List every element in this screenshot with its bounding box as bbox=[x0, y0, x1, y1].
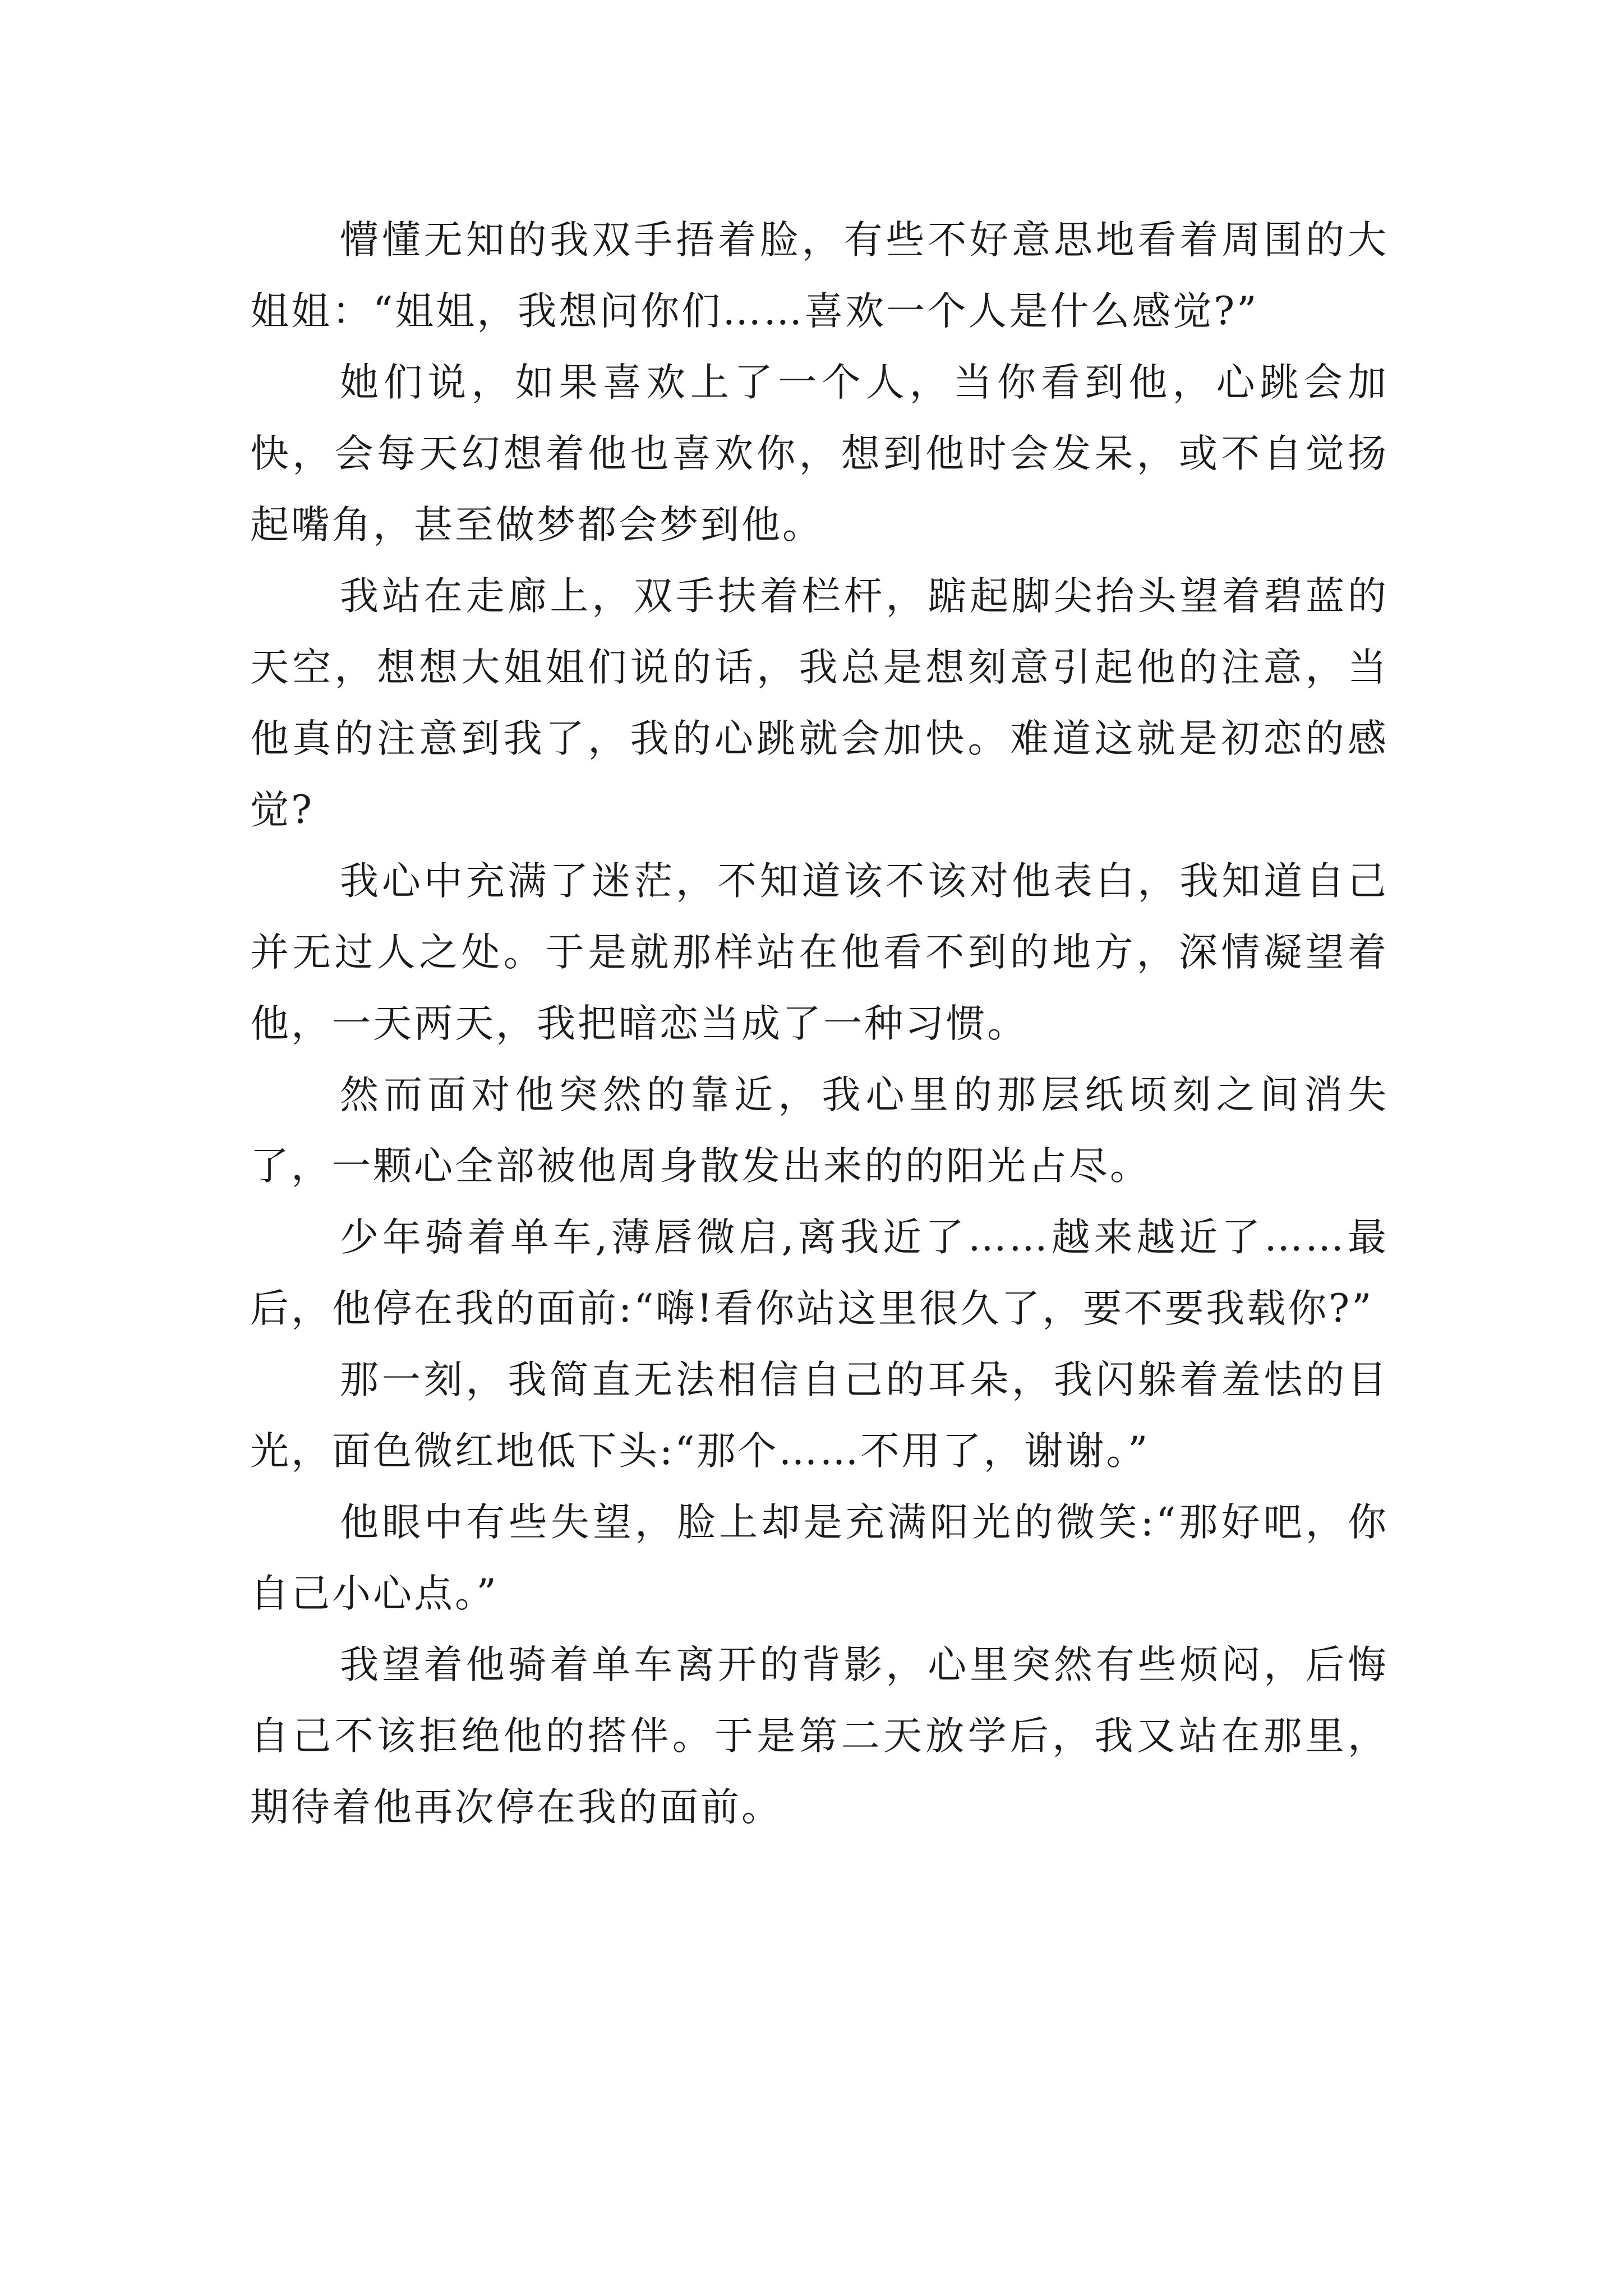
paragraph: 然而面对他突然的靠近，我心里的那层纸顷刻之间消失了，一颗心全部被他周身散发出来的的阳光占尽。 bbox=[250, 1073, 1389, 1189]
paragraph: 懵懂无知的我双手捂着脸，有些不好意思地看着周围的大姐姐：“姐姐，我想问你们……喜欢一个人是什么感觉?” bbox=[250, 218, 1389, 334]
paragraph: 我站在走廊上，双手扶着栏杆，踮起脚尖抬头望着碧蓝的天空，想想大姐姐们说的话，我总是想刻意引起他的注意，当他真的注意到我了，我的心跳就会加快。难道这就是初恋的感觉? bbox=[250, 574, 1389, 832]
paragraph: 他眼中有些失望，脸上却是充满阳光的微笑:“那好吧，你自己小心点。” bbox=[250, 1500, 1389, 1616]
document-body bbox=[250, 205, 1389, 1843]
paragraph: 我望着他骑着单车离开的背影，心里突然有些烦闷，后悔自己不该拒绝他的搭伴。于是第二天放学后，我又站在那里，期待着他再次停在我的面前。 bbox=[250, 1642, 1389, 1830]
paragraph: 少年骑着单车,薄唇微启,离我近了……越来越近了……最后，他停在我的面前:“嗨!看你站这里很久了，要不要我载你?” bbox=[250, 1215, 1389, 1331]
paragraph: 我心中充满了迷茫，不知道该不该对他表白，我知道自己并无过人之处。于是就那样站在他看不到的地方，深情凝望着他，一天两天，我把暗恋当成了一种习惯。 bbox=[250, 859, 1389, 1046]
paragraph: 她们说，如果喜欢上了一个人，当你看到他，心跳会加快，会每天幻想着他也喜欢你，想到他时会发呆，或不自觉扬起嘴角，甚至做梦都会梦到他。 bbox=[250, 360, 1389, 547]
paragraph: 那一刻，我简直无法相信自己的耳朵，我闪躲着羞怯的目光，面色微红地低下头:“那个……不用了，谢谢。” bbox=[250, 1358, 1389, 1474]
